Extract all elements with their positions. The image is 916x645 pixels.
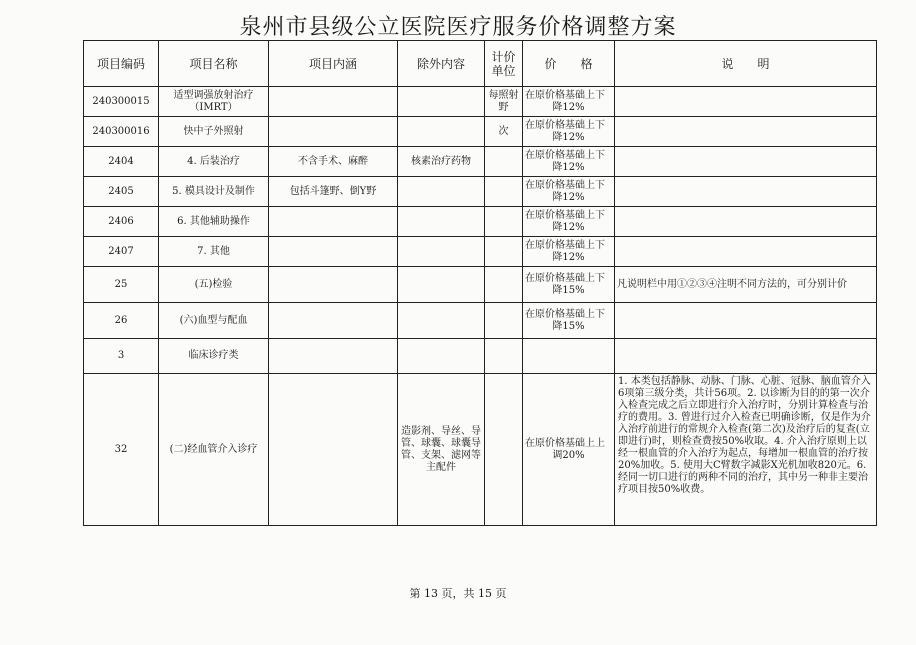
cell-excluded <box>398 339 485 374</box>
price-line2: 降15% <box>552 284 585 296</box>
document-title: 泉州市县级公立医院医疗服务价格调整方案 <box>239 15 677 40</box>
cell-unit: 每照射野 <box>485 87 523 117</box>
cell-excluded: 核素治疗药物 <box>398 147 485 177</box>
price-line1: 在原价格基础上下 <box>525 149 605 161</box>
header-excluded: 除外内容 <box>398 41 485 87</box>
cell-excluded <box>398 117 485 147</box>
table-row <box>84 147 877 177</box>
price-line2: 降12% <box>552 191 585 203</box>
cell-content: 包括斗篷野、倒Y野 <box>269 177 398 207</box>
cell-price <box>523 303 615 339</box>
cell-excluded <box>398 87 485 117</box>
cell-note <box>615 177 877 207</box>
price-line2: 降12% <box>552 251 585 263</box>
cell-price <box>523 237 615 267</box>
cell-excluded <box>398 267 485 303</box>
cell-note <box>615 303 877 339</box>
table-row <box>84 117 877 147</box>
cell-content <box>269 117 398 147</box>
cell-code: 2404 <box>84 147 159 177</box>
cell-code: 3 <box>84 339 159 374</box>
cell-code: 32 <box>84 374 159 526</box>
price-line1: 在原价格基础上下 <box>525 179 605 191</box>
cell-code: 26 <box>84 303 159 339</box>
cell-content <box>269 374 398 526</box>
price-line1: 在原价格基础上下 <box>525 272 605 284</box>
cell-unit <box>485 303 523 339</box>
cell-note <box>615 339 877 374</box>
price-line2: 降12% <box>552 221 585 233</box>
cell-excluded <box>398 177 485 207</box>
cell-unit <box>485 207 523 237</box>
cell-note <box>615 207 877 237</box>
header-unit: 计价单位 <box>485 41 523 87</box>
cell-excluded: 造影剂、导丝、导管、球囊、球囊导管、支架、滤网等主配件 <box>398 374 485 526</box>
cell-content: 不含手术、麻醉 <box>269 147 398 177</box>
cell-unit <box>485 177 523 207</box>
cell-unit: 次 <box>485 117 523 147</box>
cell-content <box>269 237 398 267</box>
cell-name: (二)经血管介入诊疗 <box>159 374 269 526</box>
cell-content <box>269 267 398 303</box>
cell-price <box>523 374 615 526</box>
price-line1: 在原价格基础上下 <box>525 119 605 131</box>
table-row <box>84 237 877 267</box>
price-line1: 在原价格基础上下 <box>525 308 605 320</box>
cell-note <box>615 87 877 117</box>
cell-note: 1. 本类包括静脉、动脉、门脉、心脏、冠脉、脑血管介入6项第三级分类，共计56项。2. 以诊断为目的的第一次介入检查完成之后立即进行介入治疗时，分别计算检查与治疗的费用。3. 曾进行过介入检查已明确诊断，仅是作为介入治疗前进行的常规介入检查(第二次)及治疗后的复查(立即进行)时，则检查费按50%收取。4. 介入治疗原则上以经一根血管的介入治疗为起点，每增加一根血管的治疗按20%加收。5. 使用大C臂数字减影X光机加收820元。6. 经同一切口进行的两种不同的治疗，其中另一种非主要治疗项目按50%收费。 <box>615 374 877 526</box>
price-table <box>83 40 877 526</box>
header-code: 项目编码 <box>84 41 159 87</box>
price-line2: 降12% <box>552 131 585 143</box>
cell-price <box>523 117 615 147</box>
cell-note <box>615 117 877 147</box>
cell-name: 7. 其他 <box>159 237 269 267</box>
header-row <box>84 41 877 87</box>
cell-code: 240300015 <box>84 87 159 117</box>
table-row <box>84 374 877 526</box>
page-footer: 第 13 页，共 15 页 <box>409 587 507 600</box>
cell-code: 2405 <box>84 177 159 207</box>
table-row <box>84 303 877 339</box>
cell-price <box>523 207 615 237</box>
cell-unit <box>485 237 523 267</box>
cell-name: 5. 模具设计及制作 <box>159 177 269 207</box>
cell-code: 2406 <box>84 207 159 237</box>
cell-code: 240300016 <box>84 117 159 147</box>
cell-excluded <box>398 303 485 339</box>
table-row <box>84 207 877 237</box>
header-content: 项目内涵 <box>269 41 398 87</box>
cell-name: 适型调强放射治疗（IMRT） <box>159 87 269 117</box>
cell-unit <box>485 374 523 526</box>
price-line1: 在原价格基础上下 <box>525 209 605 221</box>
cell-content <box>269 303 398 339</box>
price-line1: 在原价格基础上下 <box>525 89 605 101</box>
cell-excluded <box>398 207 485 237</box>
cell-content <box>269 207 398 237</box>
cell-price <box>523 87 615 117</box>
price-line1: 在原价格基础上下 <box>525 239 605 251</box>
cell-content <box>269 87 398 117</box>
cell-unit <box>485 267 523 303</box>
cell-code: 25 <box>84 267 159 303</box>
cell-name: (六)血型与配血 <box>159 303 269 339</box>
table-row <box>84 177 877 207</box>
cell-price <box>523 177 615 207</box>
cell-excluded <box>398 237 485 267</box>
cell-unit <box>485 147 523 177</box>
price-line2: 降12% <box>552 161 585 173</box>
table-row <box>84 87 877 117</box>
table-row <box>84 267 877 303</box>
price-line2: 降12% <box>552 101 585 113</box>
cell-note <box>615 237 877 267</box>
cell-name: 临床诊疗类 <box>159 339 269 374</box>
header-name: 项目名称 <box>159 41 269 87</box>
cell-name: 6. 其他辅助操作 <box>159 207 269 237</box>
cell-price <box>523 147 615 177</box>
header-note: 说 明 <box>615 41 877 87</box>
cell-price <box>523 339 615 374</box>
header-price: 价 格 <box>523 41 615 87</box>
cell-content <box>269 339 398 374</box>
cell-name: 快中子外照射 <box>159 117 269 147</box>
cell-name: 4. 后装治疗 <box>159 147 269 177</box>
price-line1: 在原价格基础上上 <box>525 437 605 449</box>
cell-code: 2407 <box>84 237 159 267</box>
cell-note: 凡说明栏中用①②③④注明不同方法的，可分别计价 <box>615 267 877 303</box>
cell-name: (五)检验 <box>159 267 269 303</box>
price-line2: 降15% <box>552 320 585 332</box>
cell-note <box>615 147 877 177</box>
cell-price <box>523 267 615 303</box>
cell-unit <box>485 339 523 374</box>
price-line2: 调20% <box>552 449 585 461</box>
table-row <box>84 339 877 374</box>
